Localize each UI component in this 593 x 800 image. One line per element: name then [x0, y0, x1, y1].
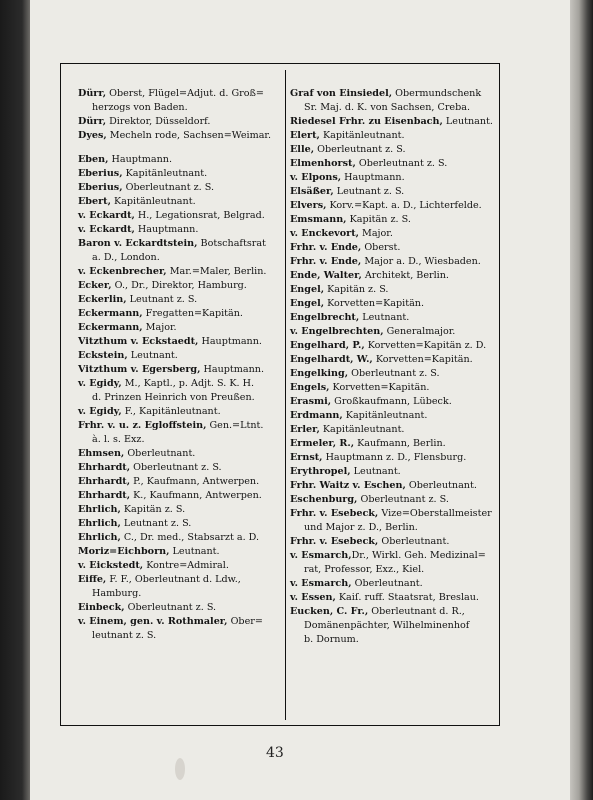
directory-entry — [78, 167, 288, 181]
entry-continuation: und Major z. D., Berlin. — [304, 522, 418, 533]
entry-line — [290, 423, 500, 437]
entry-line — [290, 339, 500, 353]
entry-name: Ebert, — [78, 196, 111, 207]
entry-name: Frhr. v. Esebeck, — [290, 536, 379, 547]
entry-details: Leutnant z. S. — [120, 518, 192, 529]
entry-line — [78, 167, 288, 181]
entry-details: Kapitänleutnant. — [319, 130, 405, 141]
directory-entry — [290, 493, 500, 507]
entry-details: Kapitänleutnant. — [122, 168, 208, 179]
entry-details: Oberleutnant z. S. — [124, 602, 217, 613]
directory-entry — [290, 269, 500, 283]
directory-entry — [290, 227, 500, 241]
entry-name: Erdmann, — [290, 410, 343, 421]
entry-details: Korvetten=Kapitän. — [324, 298, 425, 309]
directory-entry — [290, 241, 500, 255]
directory-entry — [78, 461, 288, 475]
entry-line — [290, 269, 500, 283]
entry-line — [290, 227, 500, 241]
directory-entry — [78, 279, 288, 293]
entry-details: M., Kaptl., p. Adjt. S. K. H. — [121, 378, 255, 389]
entry-name: Erler, — [290, 424, 320, 435]
entry-name: Frhr. Waitz v. Eschen, — [290, 480, 406, 491]
entry-name: Eckermann, — [78, 322, 143, 333]
entry-name: Frhr. v. Ende, — [290, 242, 362, 253]
directory-entry — [290, 325, 500, 339]
entry-details: Kapitän z. S. — [120, 504, 186, 515]
entry-line — [290, 353, 500, 367]
directory-entry — [78, 489, 288, 503]
directory-entry — [78, 265, 288, 279]
entry-name: Vitzthum v. Egersberg, — [78, 364, 201, 375]
directory-entry — [290, 297, 500, 311]
entry-details: Kapitän z. S. — [324, 284, 389, 295]
entry-name: Ehrlich, — [78, 532, 121, 543]
entry-details: Oberleutnant. — [124, 448, 196, 459]
directory-entry — [290, 311, 500, 325]
page-smudge — [175, 758, 185, 780]
entry-line — [290, 395, 500, 409]
entry-name: Elmenhorst, — [290, 158, 356, 169]
entry-name: v. Engelbrechten, — [290, 326, 384, 337]
entry-line — [290, 325, 500, 339]
entry-name: Dürr, — [78, 88, 107, 99]
directory-entry — [78, 517, 288, 531]
entry-details: K., Kaufmann, Antwerpen. — [130, 490, 262, 501]
entry-details: Hauptmann. — [134, 224, 199, 235]
directory-entry — [78, 181, 288, 195]
entry-line — [290, 87, 500, 101]
section-gap — [78, 143, 288, 153]
directory-entry — [78, 223, 288, 237]
entry-details: C., Dr. med., Stabsarzt a. D. — [120, 532, 260, 543]
entry-name: Vitzthum v. Eckstaedt, — [78, 336, 199, 347]
entry-details: Hauptmann. — [108, 154, 172, 165]
left-column — [78, 87, 288, 643]
entry-name: Graf von Einsiedel, — [290, 88, 393, 99]
entry-details: Kontre=Admiral. — [143, 560, 229, 571]
entry-line — [290, 535, 500, 549]
entry-line — [78, 209, 288, 223]
entry-details: Kapitänleutnant. — [342, 410, 428, 421]
directory-entry — [290, 283, 500, 297]
entry-details: Mar.=Maler, Berlin. — [166, 266, 267, 277]
entry-details: Kapitänleutnant. — [110, 196, 196, 207]
entry-name: Erasmi, — [290, 396, 332, 407]
directory-entry — [78, 447, 288, 461]
directory-entry — [78, 321, 288, 335]
directory-entry — [78, 377, 288, 405]
entry-name: Ende, Walter, — [290, 270, 362, 281]
entry-details: Oberleutnant z. S. — [348, 368, 440, 379]
entry-line — [290, 591, 500, 605]
entry-line — [78, 559, 288, 573]
entry-continuation: d. Prinzen Heinrich von Preußen. — [92, 392, 255, 403]
entry-line — [78, 307, 288, 321]
entry-line — [78, 517, 288, 531]
entry-details: Kapitän z. S. — [346, 214, 411, 225]
entry-details: Oberleutnant z. S. — [122, 182, 215, 193]
entry-name: Engelhard, P., — [290, 340, 365, 351]
entry-details: Direktor, Düsseldorf. — [106, 116, 211, 127]
entry-line — [78, 447, 288, 461]
entry-line — [78, 293, 288, 307]
entry-details: Mecheln rode, Sachsen=Weimar. — [106, 130, 271, 141]
entry-line — [290, 143, 500, 157]
entry-name: Eiffe, — [78, 574, 107, 585]
entry-name: v. Enckevort, — [290, 228, 359, 239]
entry-name: Ehrhardt, — [78, 476, 131, 487]
entry-details: Hauptmann. — [200, 364, 265, 375]
entry-line — [290, 199, 500, 213]
entry-details: O., Dr., Direktor, Hamburg. — [111, 280, 247, 291]
directory-entry — [78, 405, 288, 419]
entry-line — [290, 171, 500, 185]
entry-details: Leutnant z. S. — [126, 294, 198, 305]
directory-entry — [290, 549, 500, 577]
entry-details: Hauptmann. — [198, 336, 262, 347]
entry-line — [78, 601, 288, 615]
entry-name: Ecker, — [78, 280, 112, 291]
entry-name: Elvers, — [290, 200, 327, 211]
entry-line — [78, 87, 288, 101]
directory-entry — [290, 577, 500, 591]
directory-entry — [290, 507, 500, 535]
directory-entry — [290, 143, 500, 157]
entry-line — [290, 577, 500, 591]
entry-line — [290, 493, 500, 507]
entry-details: Gen.=Ltnt. — [206, 420, 264, 431]
entry-line — [78, 531, 288, 545]
entry-name: Ehmsen, — [78, 448, 125, 459]
entry-details: Korvetten=Kapitän. — [372, 354, 473, 365]
entry-line — [78, 503, 288, 517]
entry-details: Kapitänleutnant. — [319, 424, 405, 435]
entry-details: Dr., Wirkl. Geh. Medizinal= — [351, 550, 486, 561]
entry-name: Eckermann, — [78, 308, 143, 319]
entry-line — [78, 153, 288, 167]
book-spine-shadow-left — [0, 0, 34, 800]
directory-entry — [290, 395, 500, 409]
entry-line — [290, 311, 500, 325]
entry-details: F., Kapitänleutnant. — [121, 406, 221, 417]
entry-name: Engels, — [290, 382, 330, 393]
entry-details: Oberleutnant. — [405, 480, 477, 491]
entry-name: Elert, — [290, 130, 320, 141]
entry-line — [78, 377, 288, 391]
directory-entry — [78, 475, 288, 489]
entry-continuation: a. D., London. — [92, 252, 160, 263]
entry-continuation: Domänenpächter, Wilhelminenhof — [304, 620, 470, 631]
directory-entry — [78, 307, 288, 321]
entry-details: Oberleutnant. — [351, 578, 423, 589]
directory-entry — [78, 237, 288, 265]
entry-name: Emsmann, — [290, 214, 347, 225]
entry-name: Frhr. v. Ende, — [290, 256, 362, 267]
entry-line — [78, 363, 288, 377]
entry-line — [78, 265, 288, 279]
entry-name: Baron v. Eckardtstein, — [78, 238, 198, 249]
entry-line — [78, 573, 288, 587]
directory-entry — [290, 353, 500, 367]
entry-name: Eucken, C. Fr., — [290, 606, 369, 617]
entry-line — [290, 549, 500, 563]
entry-details: Oberleutnant z. S. — [355, 158, 448, 169]
directory-entry — [290, 409, 500, 423]
directory-entry — [78, 363, 288, 377]
entry-details: Leutnant z. S. — [333, 186, 405, 197]
entry-name: Engelhardt, W., — [290, 354, 373, 365]
directory-entry — [78, 573, 288, 601]
directory-entry — [78, 503, 288, 517]
entry-line — [78, 615, 288, 629]
entry-details: Obermundschenk — [392, 88, 482, 99]
entry-name: Ehrlich, — [78, 504, 121, 515]
entry-continuation: à. l. s. Exz. — [92, 434, 145, 445]
page-number: 43 — [266, 745, 284, 761]
entry-name: Engelbrecht, — [290, 312, 360, 323]
directory-entry — [290, 171, 500, 185]
entry-name: Ehrhardt, — [78, 462, 131, 473]
entry-line — [78, 181, 288, 195]
entry-line — [290, 367, 500, 381]
entry-details: Major. — [142, 322, 177, 333]
entry-name: Eberius, — [78, 168, 123, 179]
entry-name: v. Egidy, — [78, 406, 122, 417]
entry-details: Kaufmann, Berlin. — [354, 438, 446, 449]
entry-details: Leutnant. — [442, 116, 493, 127]
entry-details: Leutnant. — [359, 312, 410, 323]
entry-continuation: leutnant z. S. — [92, 630, 157, 641]
directory-entry — [290, 605, 500, 647]
entry-details: P., Kaufmann, Antwerpen. — [130, 476, 260, 487]
entry-name: Einbeck, — [78, 602, 125, 613]
entry-line — [78, 349, 288, 363]
directory-entry — [78, 209, 288, 223]
entry-continuation: rat, Professor, Exz., Kiel. — [304, 564, 425, 575]
entry-name: Ernst, — [290, 452, 323, 463]
directory-entry — [78, 419, 288, 447]
entry-continuation: b. Dornum. — [304, 634, 359, 645]
directory-entry — [78, 293, 288, 307]
entry-line — [290, 157, 500, 171]
directory-entry — [290, 479, 500, 493]
entry-line — [78, 223, 288, 237]
entry-name: Engelking, — [290, 368, 349, 379]
entry-details: Botschaftsrat — [197, 238, 266, 249]
entry-name: Eberius, — [78, 182, 123, 193]
entry-line — [290, 129, 500, 143]
entry-continuation: Sr. Maj. d. K. von Sachsen, Creba. — [304, 102, 470, 113]
entry-name: Dyes, — [78, 130, 107, 141]
directory-entry — [78, 349, 288, 363]
entry-details: Oberleutnant z. S. — [314, 144, 406, 155]
entry-name: Eben, — [78, 154, 109, 165]
directory-entry — [78, 87, 288, 115]
entry-line — [290, 465, 500, 479]
directory-entry — [290, 129, 500, 143]
directory-entry — [290, 381, 500, 395]
entry-details: Korvetten=Kapitän z. D. — [364, 340, 487, 351]
entry-name: Eckerlin, — [78, 294, 127, 305]
directory-entry — [290, 451, 500, 465]
directory-entry — [290, 185, 500, 199]
directory-entry — [290, 367, 500, 381]
entry-name: v. Elpons, — [290, 172, 342, 183]
entry-details: Oberst, Flügel=Adjut. d. Groß= — [106, 88, 264, 99]
directory-entry — [78, 153, 288, 167]
entry-details: Korvetten=Kapitän. — [329, 382, 430, 393]
entry-name: Elsäßer, — [290, 186, 334, 197]
directory-entry — [78, 601, 288, 615]
directory-entry — [78, 115, 288, 129]
entry-line — [78, 475, 288, 489]
entry-line — [290, 381, 500, 395]
entry-details: Oberst. — [361, 242, 401, 253]
entry-name: Eckstein, — [78, 350, 128, 361]
directory-entry — [290, 465, 500, 479]
directory-entry — [290, 437, 500, 451]
entry-continuation: Hamburg. — [92, 588, 142, 599]
entry-line — [290, 409, 500, 423]
directory-entry — [78, 615, 288, 643]
entry-name: Erythropel, — [290, 466, 351, 477]
entry-line — [290, 507, 500, 521]
entry-details: Architekt, Berlin. — [361, 270, 449, 281]
entry-name: v. Egidy, — [78, 378, 122, 389]
entry-line — [290, 479, 500, 493]
directory-entry — [78, 531, 288, 545]
entry-name: Riedesel Frhr. zu Eisenbach, — [290, 116, 443, 127]
entry-line — [78, 461, 288, 475]
directory-entry — [290, 339, 500, 353]
entry-line — [290, 283, 500, 297]
entry-name: v. Eckenbrecher, — [78, 266, 167, 277]
entry-name: Moriz=Eichborn, — [78, 546, 170, 557]
entry-line — [290, 451, 500, 465]
entry-line — [78, 489, 288, 503]
entry-line — [290, 297, 500, 311]
entry-details: Großkaufmann, Lübeck. — [331, 396, 452, 407]
entry-line — [78, 129, 288, 143]
entry-name: Elle, — [290, 144, 315, 155]
directory-entry — [78, 335, 288, 349]
entry-name: v. Einem, gen. v. Rothmaler, — [78, 616, 228, 627]
entry-details: Oberleutnant z. S. — [357, 494, 449, 505]
directory-entry — [290, 157, 500, 171]
entry-name: Engel, — [290, 284, 325, 295]
entry-name: Eschenburg, — [290, 494, 358, 505]
entry-name: Frhr. v. u. z. Egloffstein, — [78, 420, 207, 431]
entry-line — [78, 115, 288, 129]
entry-details: Hauptmann z. D., Flensburg. — [322, 452, 467, 463]
entry-line — [78, 237, 288, 251]
entry-line — [78, 405, 288, 419]
entry-name: v. Essen, — [290, 592, 336, 603]
entry-line — [78, 279, 288, 293]
directory-entry — [290, 213, 500, 227]
entry-details: Leutnant. — [127, 350, 178, 361]
entry-line — [78, 335, 288, 349]
entry-name: Ehrhardt, — [78, 490, 131, 501]
directory-entry — [290, 199, 500, 213]
entry-line — [290, 437, 500, 451]
entry-name: Frhr. v. Esebeck, — [290, 508, 379, 519]
directory-entry — [78, 195, 288, 209]
entry-details: F. F., Oberleutnant d. Ldw., — [106, 574, 241, 585]
directory-entry — [78, 559, 288, 573]
directory-entry — [78, 129, 288, 143]
entry-name: v. Eckardt, — [78, 210, 135, 221]
directory-entry — [290, 423, 500, 437]
entry-line — [290, 115, 500, 129]
entry-name: Ehrlich, — [78, 518, 121, 529]
entry-details: H., Legationsrat, Belgrad. — [134, 210, 265, 221]
entry-details: Major a. D., Wiesbaden. — [361, 256, 481, 267]
entry-details: Leutnant. — [169, 546, 220, 557]
entry-line — [78, 195, 288, 209]
entry-line — [290, 241, 500, 255]
right-column — [290, 87, 500, 647]
entry-name: v. Esmarch, — [290, 578, 352, 589]
entry-details: Oberleutnant d. R., — [368, 606, 465, 617]
entry-details: Ober= — [227, 616, 263, 627]
entry-details: Vize=Oberstallmeister — [378, 508, 492, 519]
entry-details: Oberleutnant. — [378, 536, 450, 547]
entry-details: Generalmajor. — [383, 326, 456, 337]
entry-line — [290, 255, 500, 269]
entry-name: v. Esmarch, — [290, 550, 352, 561]
entry-name: v. Eickstedt, — [78, 560, 144, 571]
entry-details: Oberleutnant z. S. — [130, 462, 222, 473]
entry-name: v. Eckardt, — [78, 224, 135, 235]
entry-line — [78, 545, 288, 559]
entry-details: Korv.=Kapt. a. D., Lichterfelde. — [326, 200, 482, 211]
entry-continuation: herzogs von Baden. — [92, 102, 188, 113]
entry-details: Kaiſ. ruff. Staatsrat, Breslau. — [335, 592, 479, 603]
entry-details: Major. — [358, 228, 393, 239]
entry-line — [290, 213, 500, 227]
directory-entry — [290, 591, 500, 605]
entry-name: Ermeler, R., — [290, 438, 355, 449]
entry-line — [78, 419, 288, 433]
entry-line — [290, 605, 500, 619]
entry-line — [290, 185, 500, 199]
directory-entry — [78, 545, 288, 559]
directory-entry — [290, 535, 500, 549]
entry-name: Engel, — [290, 298, 325, 309]
directory-entry — [290, 255, 500, 269]
entry-details: Leutnant. — [350, 466, 401, 477]
entry-details: Fregatten=Kapitän. — [142, 308, 243, 319]
entry-line — [78, 321, 288, 335]
entry-details: Hauptmann. — [341, 172, 405, 183]
directory-entry — [290, 87, 500, 115]
directory-entry — [290, 115, 500, 129]
entry-name: Dürr, — [78, 116, 107, 127]
